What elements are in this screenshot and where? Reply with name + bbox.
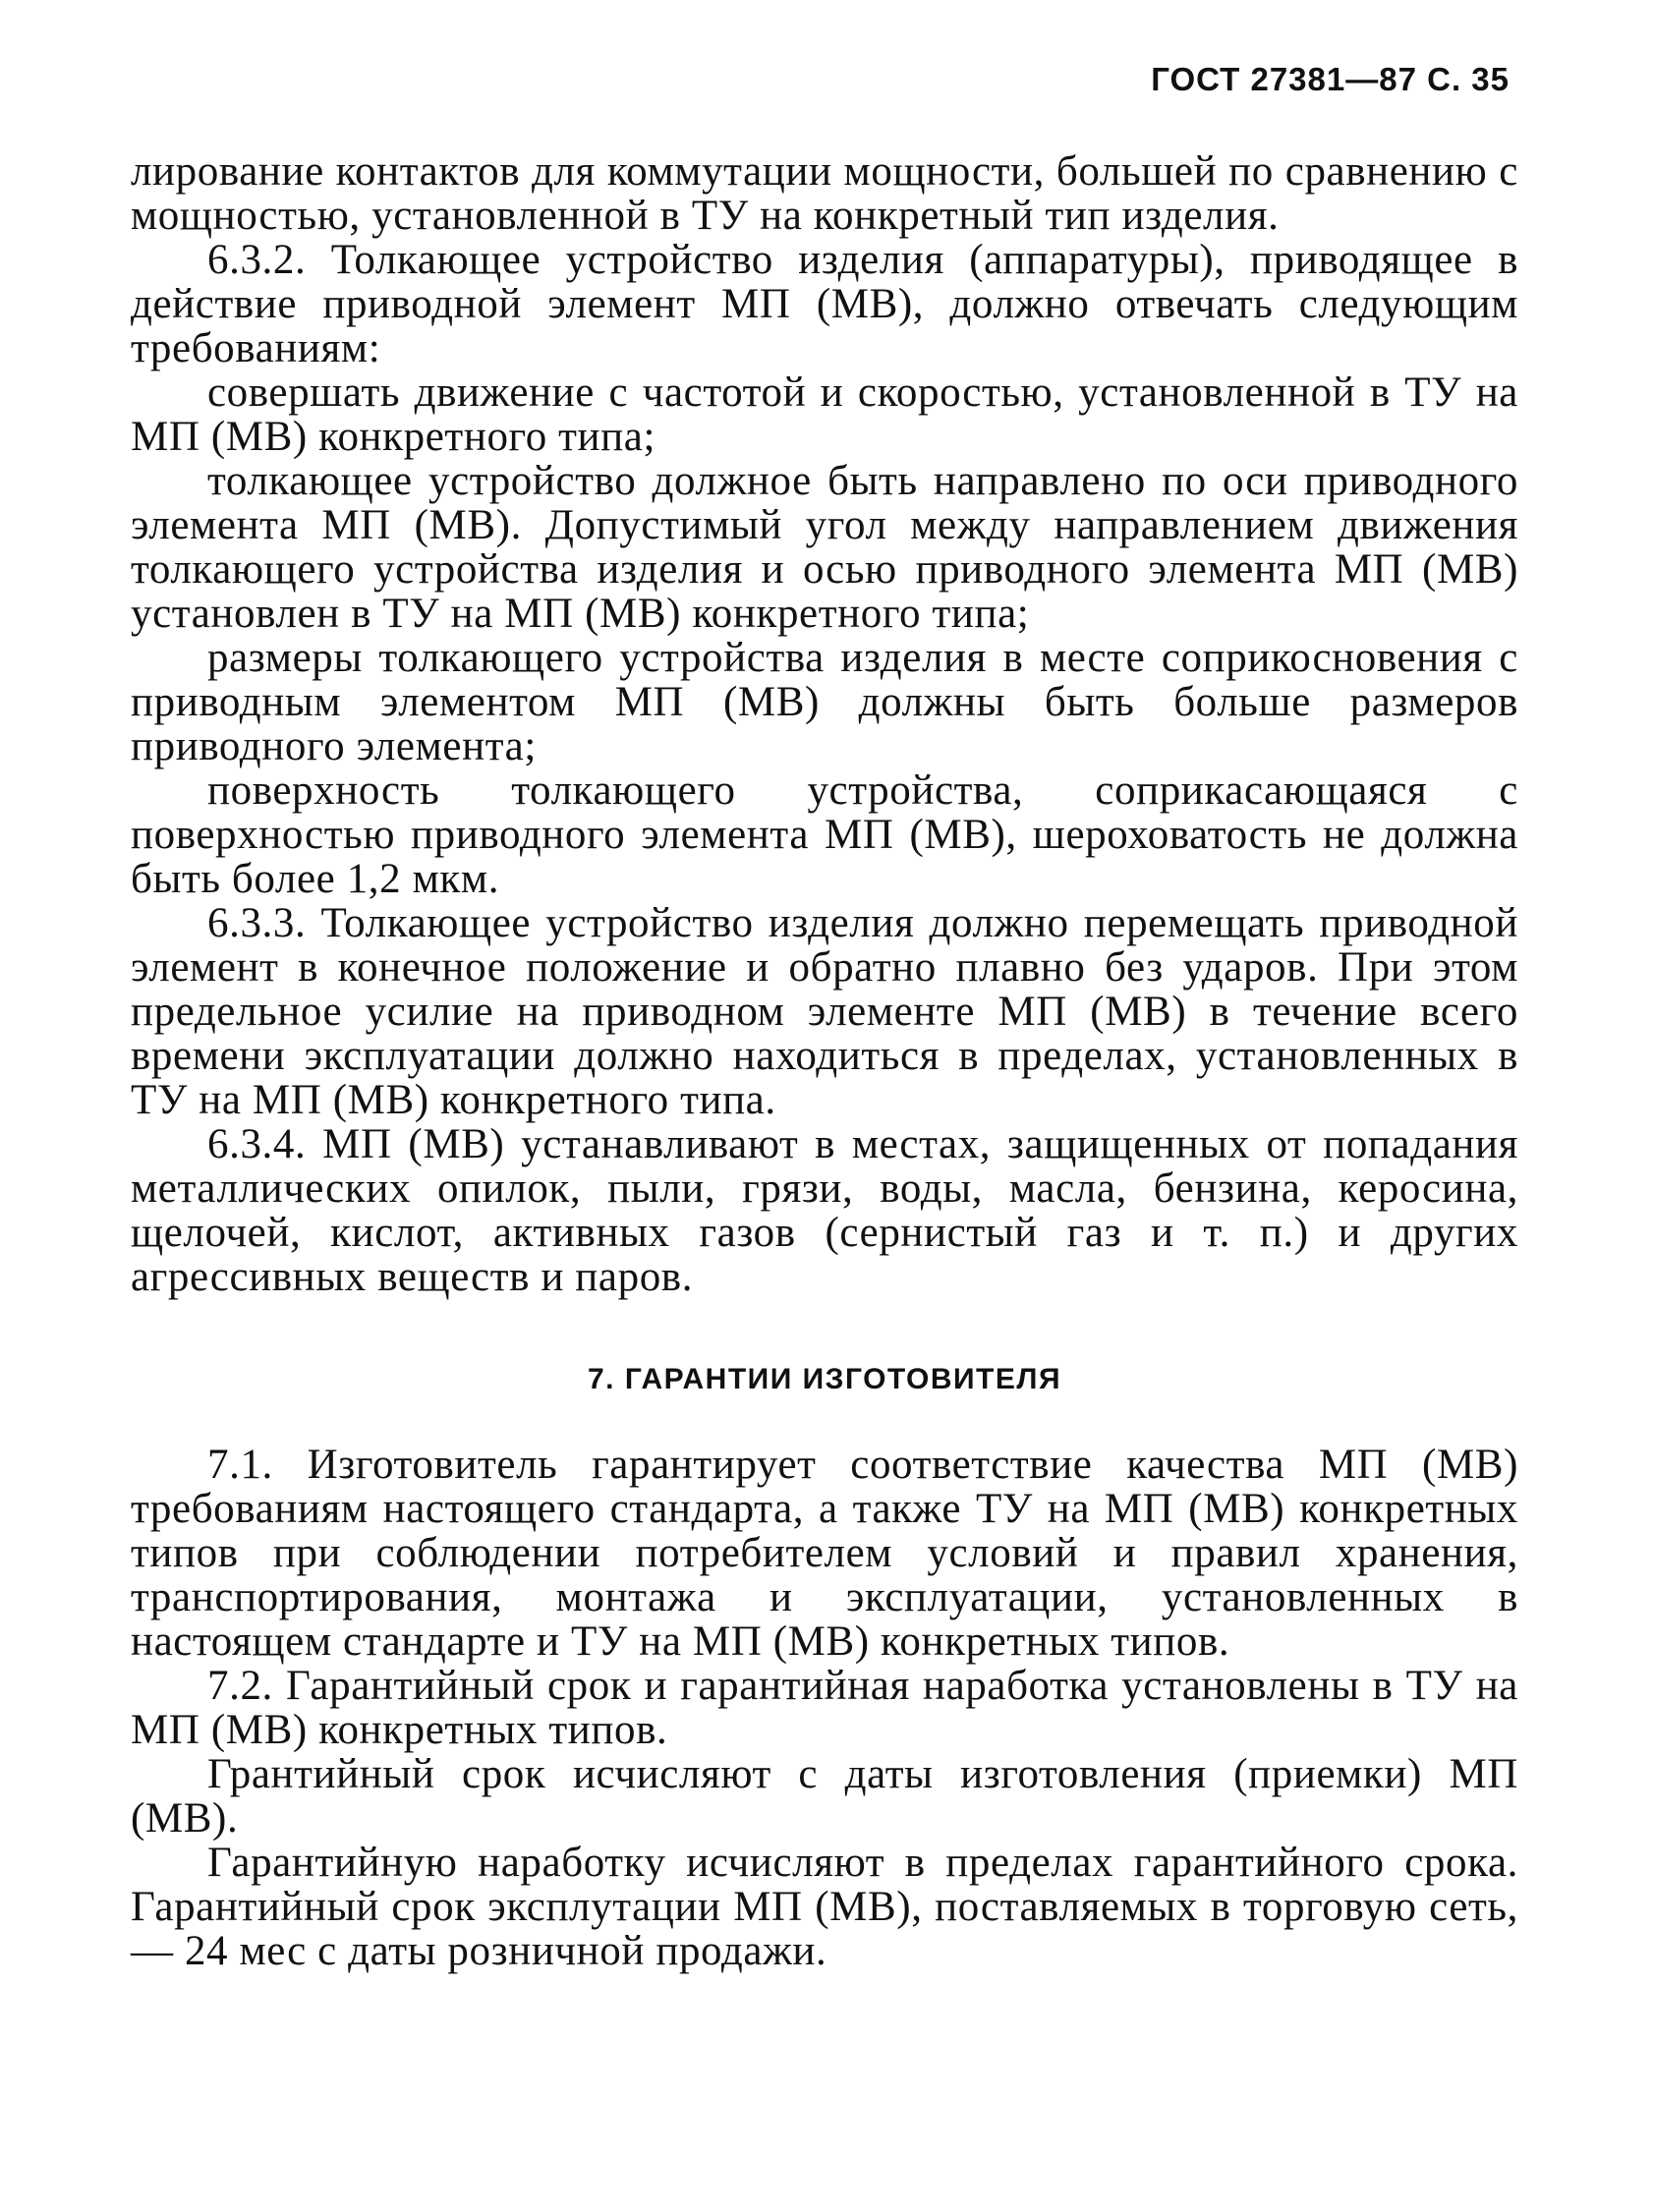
requirement-item: совершать движение с частотой и скоростью, установленной в ТУ на МП (МВ) конкретного типа; (131, 369, 1518, 460)
page-body (131, 149, 1518, 1973)
running-header: ГОСТ 27381—87 С. 35 (1151, 61, 1510, 97)
paragraph-7-1: 7.1. Изготовитель гарантирует соответствие качества МП (МВ) требованиям настоящего стандарта, а также ТУ на МП (МВ) конкретных типов при соблюдении потребителем условий и правил хранения, транспортирования, монтажа и эксплуатации, установленных в настоящем стандарте и ТУ на МП (МВ) конкретных типов. (131, 1442, 1518, 1665)
paragraph-7-2: 7.2. Гарантийный срок и гарантийная наработка установлены в ТУ на МП (МВ) конкретных типов. (131, 1663, 1518, 1753)
paragraph-continuation: лирование контактов для коммутации мощности, большей по сравнению с мощностью, установленной в ТУ на конкретный тип изделия. (131, 148, 1518, 239)
paragraph-warranty-period: Грантийный срок исчисляют с даты изготовления (приемки) МП (МВ). (131, 1751, 1518, 1842)
paragraph-warranty-operation: Гарантийную наработку исчисляют в пределах гарантийного срока. Гарантийный срок эксплутации МП (МВ), поставляемых в торговую сеть, — 24 мес с даты розничной продажи. (131, 1840, 1518, 1974)
paragraph-6-3-4: 6.3.4. МП (МВ) устанавливают в местах, защищенных от попадания металлических опилок, пыли, грязи, воды, масла, бензина, керосина, щелочей, кислот, активных газов (сернистый газ и т. п.) и других агрессивных веществ и паров. (131, 1121, 1518, 1300)
requirement-item: размеры толкающего устройства изделия в месте соприкосновения с приводным элементом МП (МВ) должны быть больше размеров приводного элемента; (131, 635, 1518, 769)
section-heading: 7. ГАРАНТИИ ИЗГОТОВИТЕЛЯ (587, 1363, 1061, 1395)
paragraph-6-3-2: 6.3.2. Толкающее устройство изделия (аппаратуры), приводящее в действие приводной элемент МП (МВ), должно отвечать следующим требованиям: (131, 237, 1518, 371)
requirement-item: поверхность толкающего устройства, соприкасающаяся с поверхностью приводного элемента МП (МВ), шероховатость не должна быть более 1,2 мкм. (131, 767, 1518, 902)
paragraph-6-3-3: 6.3.3. Толкающее устройство изделия должно перемещать приводной элемент в конечное положение и обратно плавно без ударов. При этом предельное усилие на приводном элементе МП (МВ) в течение всего времени эксплуатации должно находиться в пределах, установленных в ТУ на МП (МВ) конкретного типа. (131, 900, 1518, 1123)
requirement-item: толкающее устройство должное быть направлено по оси приводного элемента МП (МВ). Допустимый угол между направлением движения толкающего устройства изделия и осью приводного элемента МП (МВ) установлен в ТУ на МП (МВ) конкретного типа; (131, 458, 1518, 637)
